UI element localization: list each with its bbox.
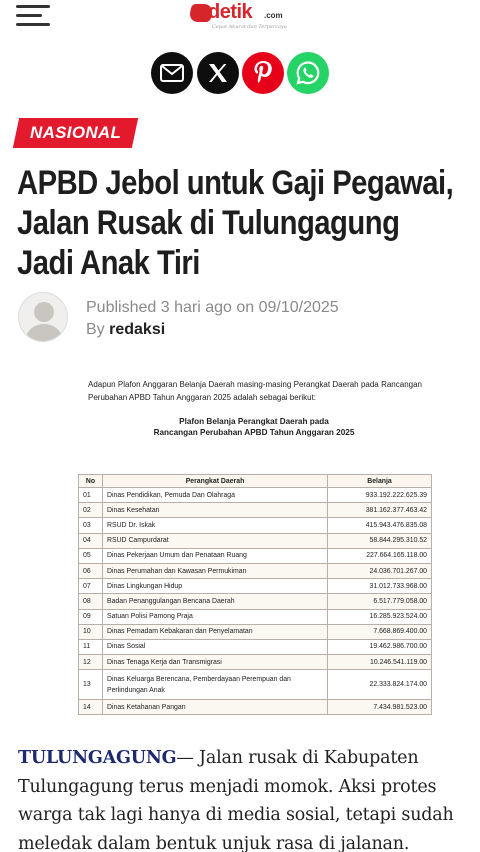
row-amount: 381.162.377.463.42: [328, 503, 432, 518]
table-row: [79, 533, 432, 548]
row-department: Dinas Tenaga Kerja dan Transmigrasi: [103, 655, 328, 670]
row-number: 01: [79, 488, 103, 503]
row-department: Dinas Keluarga Berencana, Pemberdayaan Perempuan dan Perlindungan Anak: [103, 670, 328, 700]
row-department: Dinas Pekerjaan Umum dan Penataan Ruang: [103, 548, 328, 563]
document-title-line: Plafon Belanja Perangkat Daerah pada: [179, 417, 329, 426]
table-header-row: [79, 475, 432, 488]
document-intro: Adapun Plafon Anggaran Belanja Daerah masing-masing Perangkat Daerah pada Rancangan Perubahan APBD Tahun Anggaran 2025 adalah sebagai berikut:: [88, 380, 422, 402]
table-row: [79, 503, 432, 518]
row-number: 04: [79, 533, 103, 548]
row-amount: 415.943.476.835.08: [328, 518, 432, 533]
share-email-button[interactable]: [151, 52, 193, 94]
row-number: 14: [79, 700, 103, 715]
x-icon: [207, 62, 229, 84]
row-department: RSUD Campurdarat: [103, 533, 328, 548]
table-row: [79, 563, 432, 578]
article-body: [18, 744, 468, 852]
article-headline: [17, 163, 454, 283]
share-whatsapp-button[interactable]: [287, 52, 329, 94]
published-date: 09/10/2025: [258, 299, 339, 316]
email-icon: [160, 64, 184, 82]
published-relative: 3 hari ago: [160, 299, 232, 316]
row-department: Satuan Polisi Pamong Praja: [103, 609, 328, 624]
row-amount: 31.012.733.968.00: [328, 579, 432, 594]
table-row: [79, 594, 432, 609]
row-amount: 7.668.869.400.00: [328, 624, 432, 639]
row-number: 13: [79, 670, 103, 700]
row-number: 12: [79, 655, 103, 670]
row-department: RSUD Dr. Iskak: [103, 518, 328, 533]
table-row: [79, 639, 432, 654]
row-amount: 6.517.779.058.00: [328, 594, 432, 609]
menu-icon[interactable]: [16, 5, 50, 27]
row-amount: 22.333.824.174.00: [328, 670, 432, 700]
row-amount: 16.285.923.524.00: [328, 609, 432, 624]
column-header: No: [79, 475, 103, 488]
column-header: Perangkat Daerah: [103, 475, 328, 488]
table-row: [79, 700, 432, 715]
by-label: By: [86, 321, 105, 338]
table-row: [79, 488, 432, 503]
logo-suffix: .com: [264, 11, 283, 20]
site-logo[interactable]: [190, 2, 290, 34]
author-avatar: [18, 292, 68, 342]
category-badge[interactable]: [13, 118, 139, 148]
published-label: Published: [86, 299, 157, 316]
logo-text: detik: [208, 1, 253, 23]
row-amount: 10.246.541.119.00: [328, 655, 432, 670]
dateline-dash: —: [176, 748, 200, 768]
table-row: [79, 609, 432, 624]
row-amount: 227.664.165.118.00: [328, 548, 432, 563]
headline-line: Jadi Anak Tiri: [17, 244, 200, 282]
row-number: 07: [79, 579, 103, 594]
row-department: Badan Penanggulangan Bencana Daerah: [103, 594, 328, 609]
row-amount: 19.462.986.700.00: [328, 639, 432, 654]
pinterest-icon: [253, 60, 273, 86]
budget-table: [78, 474, 432, 715]
row-number: 02: [79, 503, 103, 518]
row-department: Dinas Ketahanan Pangan: [103, 700, 328, 715]
row-number: 08: [79, 594, 103, 609]
row-number: 09: [79, 609, 103, 624]
body-text: Jalan rusak di Kabupaten Tulungagung terus menjadi momok. Aksi protes warga tak lagi hanya di media sosial, tetapi sudah meledak dalam bentuk unjuk rasa di jalanan.: [18, 748, 454, 852]
headline-line: APBD Jebol untuk Gaji Pegawai,: [17, 164, 454, 202]
row-department: Dinas Perumahan dan Kawasan Permukiman: [103, 563, 328, 578]
row-number: 06: [79, 563, 103, 578]
byline: [86, 321, 165, 339]
column-header: Belanja: [328, 475, 432, 488]
row-amount: 24.036.701.267.00: [328, 563, 432, 578]
row-amount: 933.192.222.625.39: [328, 488, 432, 503]
table-row: [79, 579, 432, 594]
row-department: Dinas Pemadam Kebakaran dan Penyelamatan: [103, 624, 328, 639]
table-row: [79, 548, 432, 563]
document-title-line: Rancangan Perubahan APBD Tahun Anggaran 2025: [153, 428, 355, 437]
logo-tagline: Cepat Akurat dan Terpercaya: [212, 24, 287, 30]
top-bar: [0, 0, 480, 40]
category-label: NASIONAL: [30, 123, 122, 142]
author-link[interactable]: redaksi: [109, 321, 166, 338]
headline-line: Jalan Rusak di Tulungagung: [17, 204, 400, 242]
row-department: Dinas Pendidikan, Pemuda Dan Olahraga: [103, 488, 328, 503]
whatsapp-icon: [295, 60, 321, 86]
document-image: [74, 370, 434, 715]
row-amount: 58.844.295.310.52: [328, 533, 432, 548]
row-number: 11: [79, 639, 103, 654]
row-department: Dinas Lingkungan Hidup: [103, 579, 328, 594]
published-on: on: [236, 299, 255, 316]
row-department: Dinas Kesehatan: [103, 503, 328, 518]
table-row: [79, 655, 432, 670]
document-title: [74, 416, 434, 438]
table-row: [79, 624, 432, 639]
table-row: [79, 518, 432, 533]
row-number: 10: [79, 624, 103, 639]
row-number: 03: [79, 518, 103, 533]
row-amount: 7.434.981.523.00: [328, 700, 432, 715]
share-x-button[interactable]: [197, 52, 239, 94]
dateline: TULUNGAGUNG: [18, 748, 177, 768]
share-pinterest-button[interactable]: [242, 52, 284, 94]
published-info: [86, 299, 339, 317]
row-number: 05: [79, 548, 103, 563]
table-row: [79, 670, 432, 700]
row-department: Dinas Sosial: [103, 639, 328, 654]
